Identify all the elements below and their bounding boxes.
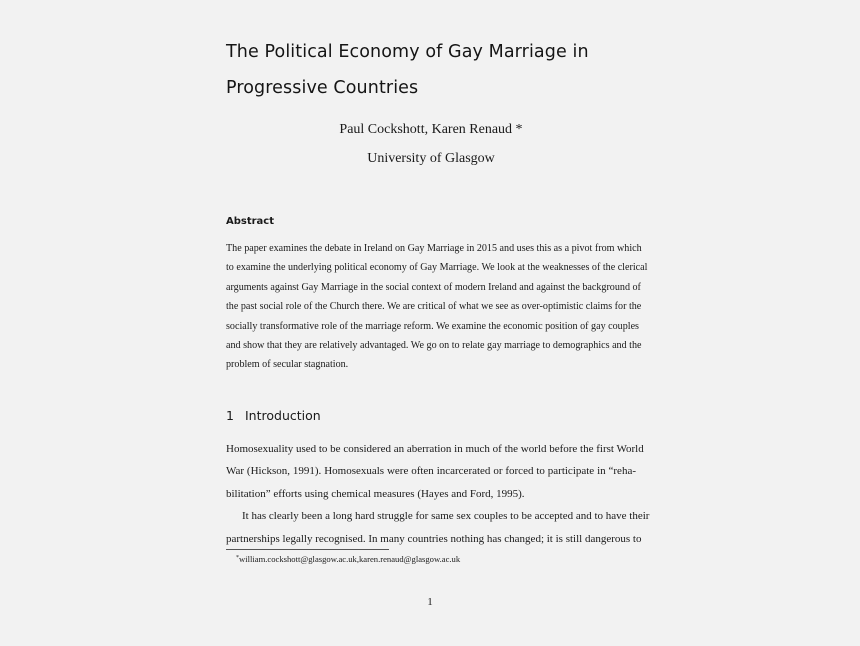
page-number: 1 [427,596,433,608]
author-affiliation: University of Glasgow [367,151,495,166]
paper-title-line-1: The Political Economy of Gay Marriage in [226,42,589,62]
section-heading [226,407,321,425]
section-body [226,438,650,550]
abstract-line: problem of secular stagnation. [226,359,349,371]
paper-title-line-2: Progressive Countries [226,78,419,98]
footnote-divider [226,549,389,550]
abstract-heading: Abstract [226,216,275,227]
author-list: Paul Cockshott, Karen Renaud * [339,122,523,137]
footnote-marker: * [236,555,239,561]
abstract-line: The paper examines the debate in Ireland on Gay Marriage in 2015 and uses this as a pivot from which [226,243,642,254]
body-line: War (Hickson, 1991). Homosexuals were often incarcerated or forced to participate in “reha- [226,465,636,478]
abstract-line: socially transformative role of the marriage reform. We examine the economic position of gay couples [226,320,639,332]
abstract-body [226,239,648,375]
footnote-emails: william.cockshott@glasgow.ac.uk,karen.renaud@glasgow.ac.uk [239,554,461,564]
abstract-line: and show that they are relatively advantaged. We go on to relate gay marriage to demographics and the [226,340,642,352]
body-line: bilitation” efforts using chemical measures (Hayes and Ford, 1995). [226,487,525,500]
paper-title [226,34,646,106]
abstract-line: the past social role of the Church there. We are critical of what we see as over-optimistic claims for the [226,301,642,313]
abstract-line: arguments against Gay Marriage in the social context of modern Ireland and against the background of [226,281,641,293]
body-line: Homosexuality used to be considered an aberration in much of the world before the first World [226,443,644,455]
section-title: Introduction [245,408,321,423]
abstract-line: to examine the underlying political economy of Gay Marriage. We look at the weaknesses of the clerical [226,262,648,274]
body-line: partnerships legally recognised. In many countries nothing has changed; it is still dangerous to [226,532,642,545]
body-line: It has clearly been a long hard struggle for same sex couples to be accepted and to have their [242,510,650,523]
footnote [236,552,460,565]
section-number: 1 [226,408,234,423]
